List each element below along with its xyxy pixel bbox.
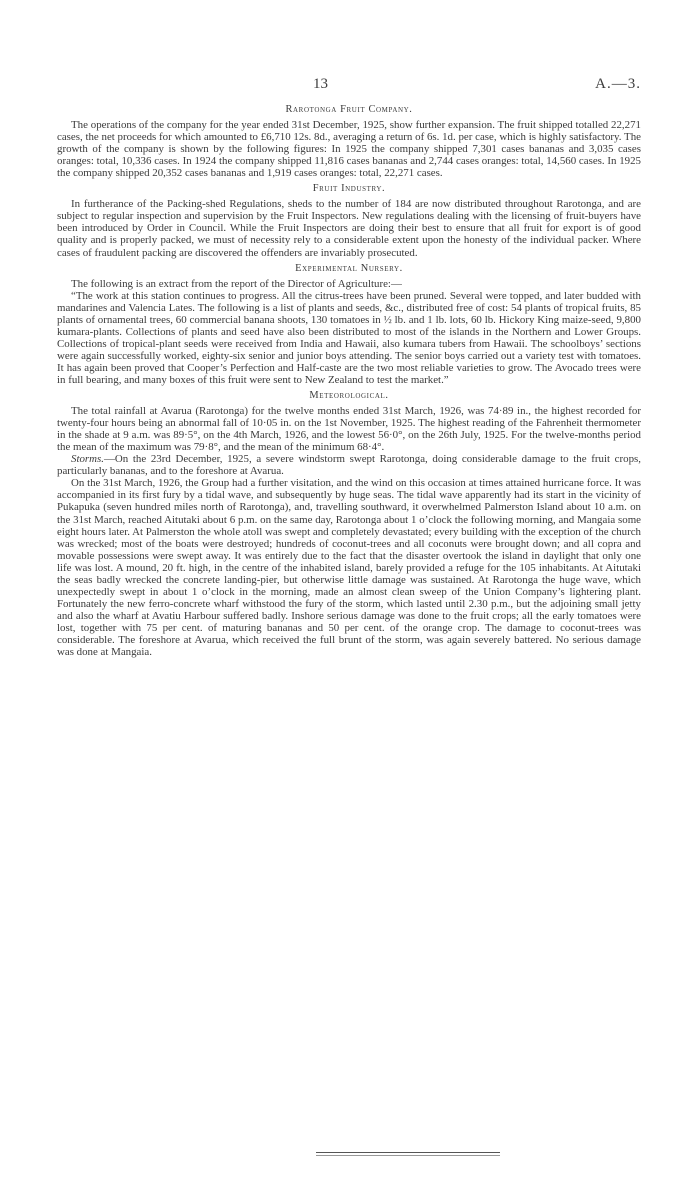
heading-fruit-industry: Fruit Industry. xyxy=(312,183,386,195)
paragraph-storms xyxy=(57,453,641,477)
paragraph-nursery-intro: The following is an extract from the report of the Director of Agriculture:— xyxy=(71,277,402,290)
heading-experimental-nursery: Experimental Nursery. xyxy=(295,262,403,274)
closing-rule-secondary xyxy=(316,1155,500,1156)
paragraph-hurricane: On the 31st March, 1926, the Group had a further visitation, and the wind on this occasion at times attained hurricane force. It was accompanied in its first fury by a tidal wave, and subsequently by huge seas. The tidal wave apparently had its start in the vicinity of Pukapuka (seven hundred miles north of Rarotonga), and, travelling southward, it overwhelmed Palmerston Island about 10 a.m. on the 31st March, reached Aitutaki about 6 p.m. on the same day, Rarotonga about 1 o’clock the following morning, and Mangaia some eight hours later. At Palmerston the whole atoll was swept and completely devastated; every building with the exception of the church was wrecked; most of the boats were destroyed; hundreds of coconut-trees and all coconuts were brought down; and all copra and movable possessions were swept away. It was entirely due to the fact that the disaster overtook the island in daylight that only one life was lost. A mound, 20 ft. high, in the centre of the inhabited island, barely provided a refuge for the 105 inhabitants. At Aitutaki the seas badly wrecked the concrete landing-pier, but otherwise little damage was sustained. At Rarotonga the huge wave, which unexpectedly swept in about 1 o’clock in the morning, made an almost clean sweep of the Union Company’s lightering plant. Fortunately the new ferro-concrete wharf withstood the fury of the storm, which lasted until 2.30 p.m., but the adjoining small jetty and also the wharf at Avatiu Harbour suffered badly. Inshore serious damage was done to the fruit crops; all the early tomatoes were lost, together with 75 per cent. of maturing bananas and 50 per cent. of the orange crop. The damage to coconut-trees was considerable. The foreshore at Avarua, which received the full brunt of the storm, was again severely battered. No serious damage was done at Mangaia. xyxy=(57,477,641,659)
document-reference: A.—3. xyxy=(595,76,641,92)
storms-text: —On the 23rd December, 1925, a severe windstorm swept Rarotonga, doing considerable damage to the fruit crops, particularly bananas, and to the foreshore at Avarua. xyxy=(57,453,641,478)
heading-meteorological: Meteorological. xyxy=(309,390,389,402)
paragraph-nursery-extract: “The work at this station continues to progress. All the citrus-trees have been pruned. Several were topped, and later budded with mandarines and Valencia Lates. The following is a list of plants and seeds, &c., distributed free of cost: 54 plants of tropical fruits, 85 plants of ornamental trees, 60 commercial banana shoots, 130 tomatoes in ½ lb. and 1 lb. lots, 60 lb. Hickory King maize-seed, 9,800 kumara-plants. Collections of plants and seed have also been distributed to most of the islands in the Northern and Lower Groups. Collections of tropical-plant seeds were received from India and Hawaii, also kumara tubers from Hawaii. The schoolboys’ sections were again successfully worked, eighty-six senior and junior boys attending. The senior boys carried out a variety test with tomatoes. It has again been proved that Cooper’s Perfection and Half-caste are the two most reliable varieties to grow. The Avocado trees were in full bearing, and many boxes of this fruit were sent to New Zealand to test the market.” xyxy=(57,289,641,386)
closing-rule xyxy=(316,1152,500,1153)
running-header xyxy=(57,78,641,96)
paragraph-fruit-company: The operations of the company for the year ended 31st December, 1925, show further expansion. The fruit shipped totalled 22,271 cases, the net proceeds for which amounted to £6,710 12s. 8d., averaging a return of 6s. 1d. per case, which is highly satisfactory. The growth of the company is shown by the following figures: In 1925 the company shipped 7,301 cases bananas and 3,035 cases oranges: total, 10,336 cases. In 1924 the company shipped 11,816 cases bananas and 2,744 cases oranges: total, 14,560 cases. In 1925 the company shipped 20,352 cases bananas and 1,919 cases oranges: total, 22,271 cases. xyxy=(57,119,641,180)
heading-rarotonga-fruit-company: Rarotonga Fruit Company. xyxy=(285,104,413,115)
page-number: 13 xyxy=(313,76,328,92)
storms-label: Storms. xyxy=(71,453,104,466)
paragraph-fruit-industry: In furtherance of the Packing-shed Regulations, sheds to the number of 184 are now distributed throughout Rarotonga, and are subject to regular inspection and supervision by the Fruit Inspectors. New regulations dealing with the licensing of fruit-buyers have been introduced by Order in Council. While the Fruit Inspectors are doing their best to ensure that all fruit for export is of good quality and is properly packed, we must of necessity rely to a considerable extent upon the honesty of the individual packer. Where cases of fraudulent packing are discovered the offenders are invariably prosecuted. xyxy=(57,198,641,259)
document-body xyxy=(57,104,641,658)
paragraph-rainfall: The total rainfall at Avarua (Rarotonga) for the twelve months ended 31st March, 1926, was 74·89 in., the highest recorded for twenty-four hours being an abnormal fall of 10·05 in. on the 1st November, 1925. The highest reading of the Fahrenheit thermometer in the shade at 9 a.m. was 89·5°, on the 4th March, 1926, and the lowest 56·0°, on the 26th July, 1925. For the twelve-months period the mean of the maximum was 79·8°, and the mean of the minimum 68·4°. xyxy=(57,405,641,454)
